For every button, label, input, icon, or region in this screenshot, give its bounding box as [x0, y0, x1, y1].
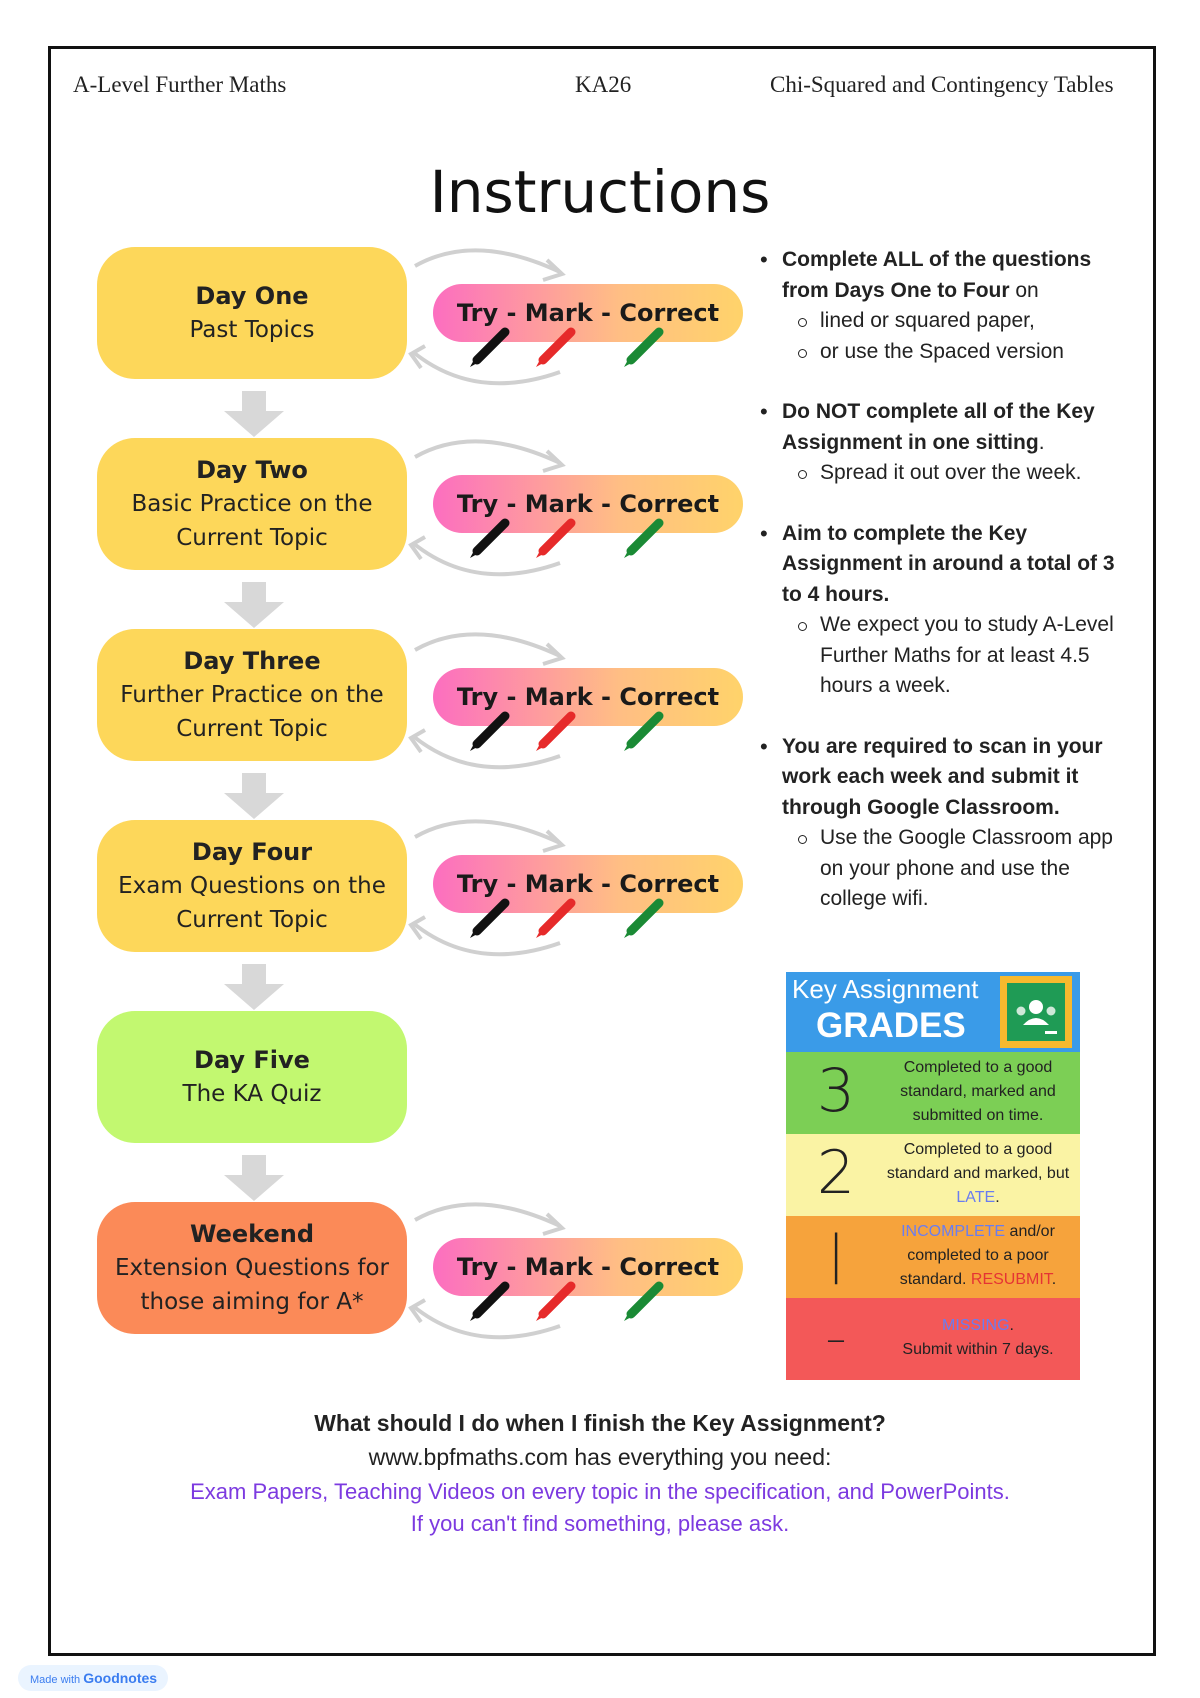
grade-row-2	[786, 1134, 1080, 1216]
grade-number: 2	[816, 1138, 856, 1208]
instruction-rest: on	[1009, 278, 1039, 302]
grade-row-1	[786, 1216, 1080, 1298]
grades-title-line2: GRADES	[816, 1006, 966, 1045]
grades-header	[786, 972, 1080, 1052]
grade-row-3	[786, 1052, 1080, 1134]
header-topic: Chi-Squared and Contingency Tables	[770, 72, 1114, 97]
down-arrow-icon	[224, 582, 284, 628]
grade-row-missing	[786, 1298, 1080, 1380]
watermark-prefix: Made with	[30, 1674, 81, 1686]
green-pen-icon	[621, 1280, 665, 1324]
sub-item: lined or squared paper,	[782, 306, 1140, 337]
day-name: Day Four	[191, 838, 313, 866]
header-course: A-Level Further Maths	[73, 72, 287, 97]
black-pen-icon	[467, 517, 511, 561]
red-pen-icon	[533, 517, 577, 561]
day-name: Day One	[195, 282, 309, 310]
grade-desc-text: Completed to a good standard and marked, but	[886, 1141, 1070, 1182]
page-title: Instructions	[429, 158, 771, 226]
resources-line: Exam Papers, Teaching Videos on every topic in the specification, and PowerPoints.	[190, 1479, 1010, 1504]
day-desc-line1: Past Topics	[189, 317, 315, 343]
day-three-box	[97, 629, 407, 761]
day-desc-line1: Further Practice on the	[120, 682, 384, 708]
day-name: Day Three	[183, 647, 321, 675]
down-arrow-icon	[224, 391, 284, 437]
header-code: KA26	[575, 72, 632, 97]
day-name: Weekend	[189, 1220, 315, 1248]
day-desc-line1: The KA Quiz	[182, 1081, 322, 1107]
grades-title-line1: Key Assignment	[792, 974, 979, 1004]
day-desc-line1: Extension Questions for	[114, 1255, 389, 1281]
day-desc-line1: Basic Practice on the	[131, 491, 373, 517]
red-pen-icon	[533, 1280, 577, 1324]
watermark-brand: Goodnotes	[83, 1670, 158, 1686]
grade-description	[884, 1138, 1072, 1210]
footer-question: What should I do when I finish the Key Assignment?	[314, 1410, 886, 1436]
tmc-label: Try - Mark - Correct	[456, 870, 720, 898]
black-pen-icon	[467, 1280, 511, 1324]
black-pen-icon	[467, 710, 511, 754]
grade-desc-end: .	[1051, 1271, 1057, 1288]
try-mark-correct-day-two	[395, 435, 755, 585]
red-pen-icon	[533, 326, 577, 370]
late-label: LATE	[956, 1189, 996, 1206]
instruction-bold: You are required to scan in your work each week and submit it through Google Classroom.	[782, 734, 1103, 819]
sub-item: We expect you to study A-Level Further Maths for at least 4.5 hours a week.	[782, 610, 1140, 702]
instruction-bold: Complete ALL of the questions from Days One to Four	[782, 248, 1092, 302]
instruction-item	[760, 397, 1140, 489]
sub-item: Spread it out over the week.	[782, 458, 1140, 489]
day-two-box	[97, 438, 407, 570]
google-classroom-icon	[1000, 976, 1072, 1048]
footer-site-line: www.bpfmaths.com has everything you need:	[368, 1444, 832, 1470]
day-name: Day Five	[194, 1046, 310, 1074]
grade-description: Completed to a good standard, marked and submitted on time.	[900, 1059, 1056, 1124]
instruction-bold: Do NOT complete all of the Key Assignment in one sitting	[782, 400, 1095, 454]
day-four-box	[97, 820, 407, 952]
tmc-label: Try - Mark - Correct	[456, 683, 720, 711]
instruction-list	[760, 245, 1140, 945]
grade-desc-line2: Submit within 7 days.	[902, 1341, 1054, 1358]
try-mark-correct-day-four	[395, 815, 755, 965]
down-arrow-icon	[224, 773, 284, 819]
black-pen-icon	[467, 326, 511, 370]
tmc-label: Try - Mark - Correct	[456, 299, 720, 327]
down-arrow-icon	[224, 1155, 284, 1201]
tmc-label: Try - Mark - Correct	[456, 1253, 720, 1281]
try-mark-correct-weekend	[395, 1198, 755, 1348]
grade-desc-text: and/or completed to a poor standard.	[899, 1223, 1055, 1288]
grade-desc-end: .	[1009, 1317, 1014, 1334]
day-five-box	[97, 1011, 407, 1143]
grades-card	[786, 972, 1080, 1380]
day-desc-line2: Current Topic	[176, 525, 328, 551]
day-desc-line2: those aiming for A*	[140, 1289, 364, 1315]
missing-label: MISSING	[941, 1317, 1010, 1334]
day-desc-line2: Current Topic	[176, 907, 328, 933]
goodnotes-watermark	[18, 1665, 168, 1691]
footer-resources	[0, 1476, 1200, 1540]
grade-description	[884, 1220, 1072, 1292]
instruction-rest: .	[1038, 430, 1045, 454]
tmc-label: Try - Mark - Correct	[456, 490, 720, 518]
grade-number: –	[826, 1316, 846, 1362]
weekend-box	[97, 1202, 407, 1334]
day-desc-line1: Exam Questions on the	[118, 873, 386, 899]
try-mark-correct-day-three	[395, 628, 755, 778]
instruction-item	[760, 519, 1140, 702]
down-arrow-icon	[224, 964, 284, 1010]
instruction-item	[760, 732, 1140, 915]
day-one-box	[97, 247, 407, 379]
red-pen-icon	[533, 710, 577, 754]
try-mark-correct-day-one	[395, 244, 755, 394]
instruction-bold: Aim to complete the Key Assignment in around a total of 3 to 4 hours.	[782, 521, 1115, 606]
incomplete-label: INCOMPLETE	[901, 1223, 1006, 1240]
red-pen-icon	[533, 897, 577, 941]
day-desc-line2: Current Topic	[176, 716, 328, 742]
resubmit-label: RESUBMIT	[970, 1271, 1052, 1288]
sub-item: Use the Google Classroom app on your phone and use the college wifi.	[782, 823, 1140, 915]
instruction-item	[760, 245, 1140, 367]
ask-line: If you can't find something, please ask.	[410, 1511, 790, 1536]
day-name: Day Two	[196, 456, 308, 484]
green-pen-icon	[621, 897, 665, 941]
grade-number: 3	[816, 1056, 856, 1126]
black-pen-icon	[467, 897, 511, 941]
green-pen-icon	[621, 517, 665, 561]
grade-desc-end: .	[995, 1189, 1000, 1206]
sub-item: or use the Spaced version	[782, 337, 1140, 368]
grade-number: |	[827, 1225, 845, 1285]
grade-description	[884, 1314, 1072, 1362]
green-pen-icon	[621, 326, 665, 370]
green-pen-icon	[621, 710, 665, 754]
